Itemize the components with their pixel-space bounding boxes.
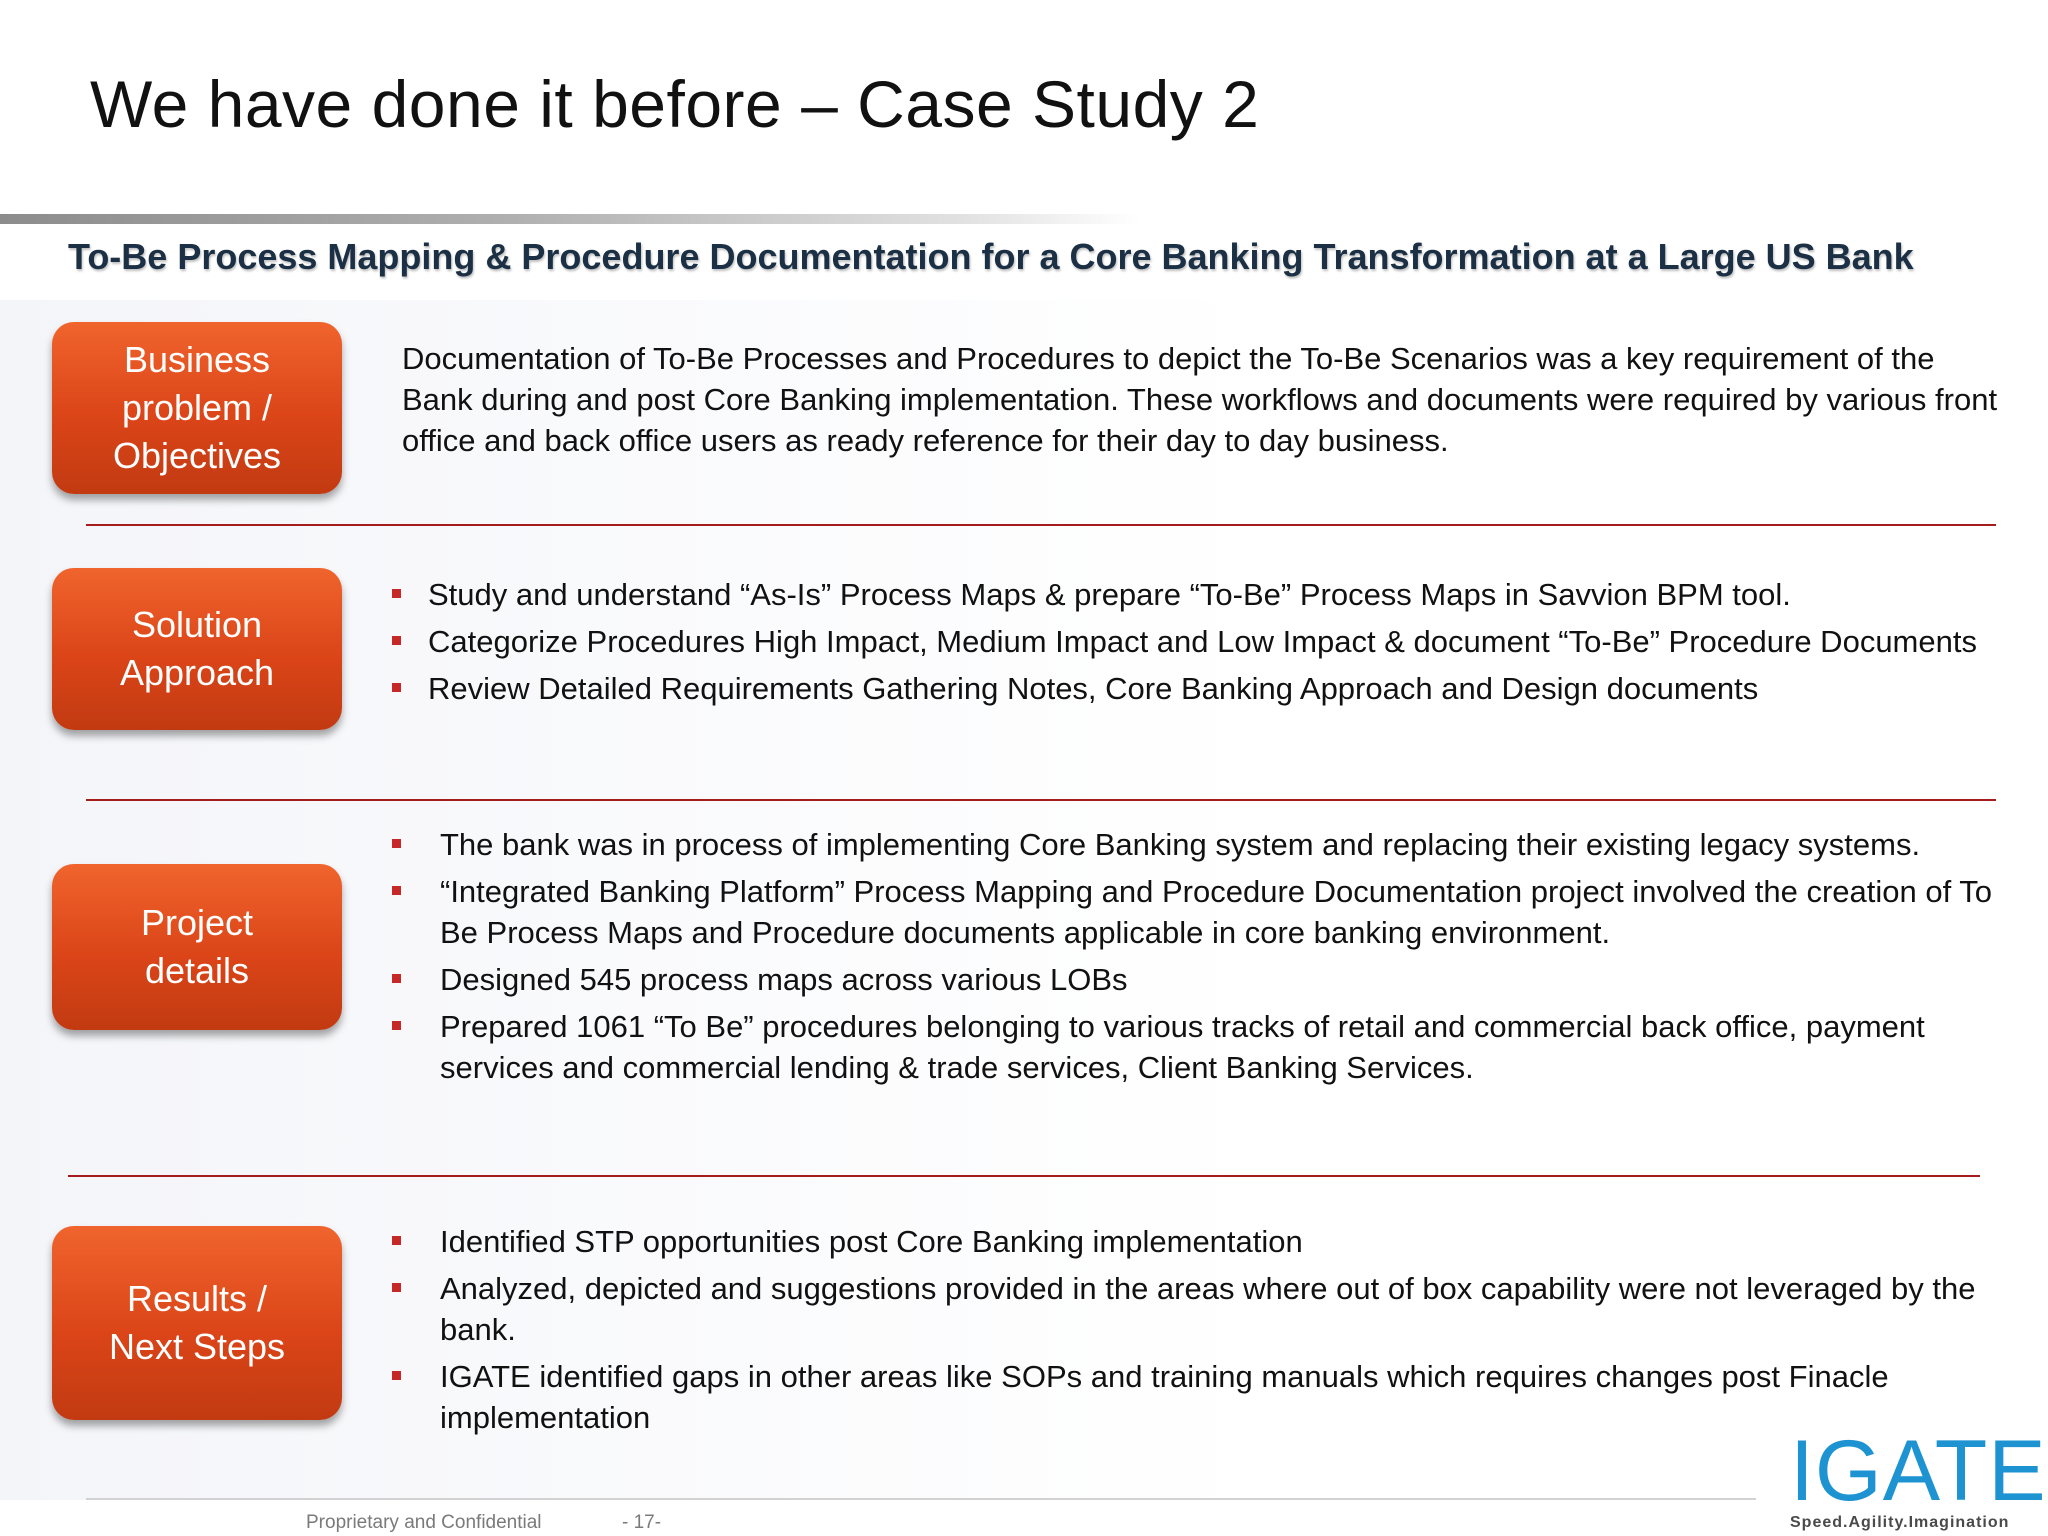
solution-approach-label xyxy=(52,568,342,730)
label-line: Solution xyxy=(131,604,263,645)
label-line: Objectives xyxy=(112,435,282,476)
list-item: Analyzed, depicted and suggestions provided in the areas where out of box capability were not leveraged by the bank. xyxy=(440,1268,2000,1350)
label-line: Results / xyxy=(126,1278,268,1319)
label-line: Project xyxy=(140,902,254,943)
section-divider xyxy=(86,799,1996,801)
list-item: The bank was in process of implementing Core Banking system and replacing their existing legacy systems. xyxy=(440,824,2030,865)
logo-tagline: Speed.Agility.Imagination xyxy=(1790,1514,2010,1531)
label-line: Business xyxy=(123,339,271,380)
business-problem-label xyxy=(52,322,342,494)
footer-confidential: Proprietary and Confidential xyxy=(306,1512,542,1533)
slide-subtitle: To-Be Process Mapping & Procedure Documentation for a Core Banking Transformation at a Large US Bank xyxy=(68,236,1914,277)
label-line: details xyxy=(144,950,250,991)
list-item: Prepared 1061 “To Be” procedures belonging to various tracks of retail and commercial back office, payment services and commercial lending & trade services, Client Banking Services. xyxy=(440,1006,2030,1088)
list-item: Categorize Procedures High Impact, Medium Impact and Low Impact & document “To-Be” Procedure Documents xyxy=(428,621,1998,662)
page-number: - 17- xyxy=(622,1512,662,1533)
label-line: problem / xyxy=(121,387,273,428)
slide-title: We have done it before – Case Study 2 xyxy=(90,67,1260,141)
results-label xyxy=(52,1226,342,1420)
list-item: Review Detailed Requirements Gathering Notes, Core Banking Approach and Design documents xyxy=(428,668,1998,709)
section-divider xyxy=(86,524,1996,526)
business-problem-text: Documentation of To-Be Processes and Procedures to depict the To-Be Scenarios was a key requirement of the Bank during and post Core Banking implementation. These workflows and documents were required by various front office and back office users as ready reference for their day to day business. xyxy=(402,341,1998,458)
project-details-list xyxy=(440,824,2030,1094)
footer-rule xyxy=(86,1498,1756,1500)
project-details-label xyxy=(52,864,342,1030)
list-item: Study and understand “As-Is” Process Maps & prepare “To-Be” Process Maps in Savvion BPM tool. xyxy=(428,574,1998,615)
list-item: Identified STP opportunities post Core Banking implementation xyxy=(440,1221,2000,1262)
logo-wordmark: IGATE xyxy=(1790,1423,2047,1519)
title-underline xyxy=(0,214,1140,224)
list-item: “Integrated Banking Platform” Process Mapping and Procedure Documentation project involved the creation of To Be Process Maps and Procedure documents applicable in core banking environment. xyxy=(440,871,2030,953)
list-item: IGATE identified gaps in other areas like SOPs and training manuals which requires changes post Finacle implementation xyxy=(440,1356,2000,1438)
label-line: Approach xyxy=(119,652,275,693)
igate-logo xyxy=(1790,1423,2047,1532)
solution-approach-list xyxy=(428,574,1998,715)
label-line: Next Steps xyxy=(108,1326,286,1367)
results-list xyxy=(440,1221,2000,1444)
section-divider xyxy=(68,1175,1980,1177)
list-item: Designed 545 process maps across various LOBs xyxy=(440,959,2030,1000)
